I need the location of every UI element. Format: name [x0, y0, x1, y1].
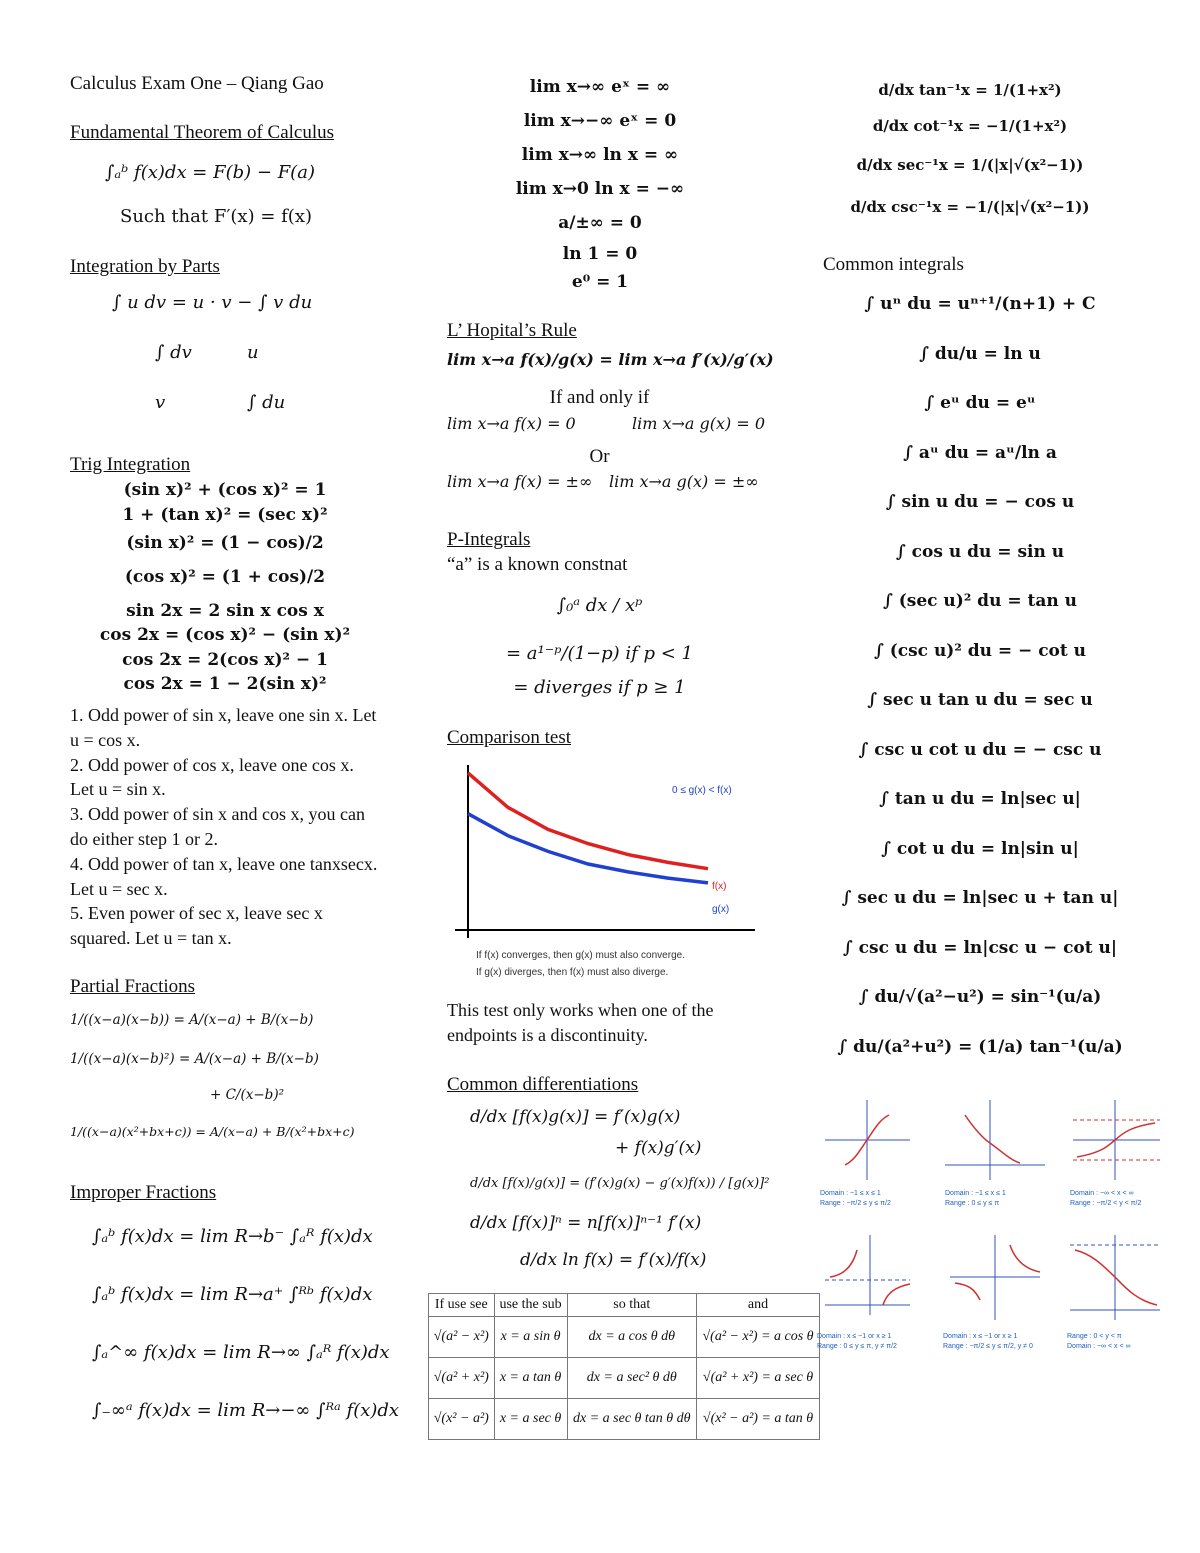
graph-domain: Domain : −∞ < x < ∞ — [1070, 1190, 1134, 1197]
trig-identities — [70, 480, 380, 698]
integrals-block — [830, 280, 1130, 1072]
limit-row: lim x→∞ ln x = ∞ — [521, 145, 679, 165]
diff-heading: Common differentiations — [447, 1074, 639, 1095]
graph-range: Range : −π/2 ≤ y ≤ π/2 — [820, 1200, 891, 1207]
comparison-heading: Comparison test — [447, 727, 572, 748]
integral-row: ∫ du/(a²+u²) = (1/a) tan⁻¹(u/a) — [837, 1036, 1123, 1057]
graph-curve — [883, 1284, 910, 1305]
lhopital-cond2b: lim x→a g(x) = ±∞ — [609, 472, 759, 491]
partial-heading: Partial Fractions — [70, 976, 196, 997]
partial-rows — [70, 1000, 400, 1152]
ftc-heading: Fundamental Theorem of Calculus — [70, 122, 335, 143]
substitution-cell: dx = a sec θ tan θ dθ — [567, 1399, 697, 1440]
trig-step: 4. Odd power of tan x, leave one tanxsecx. Let u = sec x. — [70, 853, 378, 899]
ibp-du: ∫ du — [247, 392, 286, 413]
substitution-row — [429, 1399, 820, 1440]
integral-row: ∫ sin u du = − cos u — [885, 492, 1075, 512]
comparison-note: This test only works when one of the endpoints is a discontinuity. — [447, 1000, 714, 1045]
invtrig-row: d/dx sec⁻¹x = 1/(|x|√(x²−1)) — [856, 156, 1084, 174]
limit-row: a/±∞ = 0 — [558, 213, 642, 233]
graph-curve — [830, 1250, 857, 1277]
arccsc-graph — [943, 1235, 1040, 1350]
graph-domain: Domain : −1 ≤ x ≤ 1 — [820, 1190, 881, 1197]
partial-row: 1/((x−a)(x−b)²) = A/(x−a) + B/(x−b) — [70, 1051, 319, 1067]
limit-row: lim x→−∞ eˣ = 0 — [523, 111, 677, 131]
trig-identity: (cos x)² = (1 + cos)/2 — [124, 566, 326, 587]
page-title: Calculus Exam One – Qiang Gao — [70, 73, 324, 94]
arcsin-graph — [820, 1100, 910, 1207]
integral-row: ∫ csc u cot u du = − csc u — [858, 739, 1102, 760]
lhopital-rule: lim x→a f(x)/g(x) = lim x→a f′(x)/g′(x) — [447, 350, 774, 369]
limit-row: e⁰ = 1 — [571, 272, 629, 292]
trig-heading: Trig Integration — [70, 454, 191, 475]
limit-row: lim x→0 ln x = −∞ — [515, 179, 685, 199]
invtrig-row: d/dx tan⁻¹x = 1/(1+x²) — [878, 81, 1062, 99]
invtrig-row: d/dx cot⁻¹x = −1/(1+x²) — [872, 117, 1068, 135]
diff-row: d/dx [f(x)/g(x)] = (f′(x)g(x) − g′(x)f(x)) / [g(x)]² — [470, 1176, 770, 1191]
graph-range: Range : −π/2 ≤ y ≤ π/2, y ≠ 0 — [943, 1343, 1033, 1350]
integral-row: ∫ uⁿ du = uⁿ⁺¹/(n+1) + C — [864, 294, 1096, 314]
substitution-cell: x = a sin θ — [494, 1317, 567, 1358]
substitution-header: use the sub — [494, 1294, 567, 1317]
ibp-heading: Integration by Parts — [70, 256, 220, 277]
integral-row: ∫ sec u du = ln|sec u + tan u| — [841, 888, 1119, 908]
improper-row: ∫ₐᵇ f(x)dx = lim R→b⁻ ∫ₐᴿ f(x)dx — [92, 1226, 373, 1247]
integral-row: ∫ aᵘ du = aᵘ/ln a — [903, 442, 1057, 463]
trig-step: 3. Odd power of sin x and cos x, you can do either step 1 or 2. — [70, 804, 365, 849]
g-label: g(x) — [712, 904, 730, 915]
substitution-cell: √(x² − a²) = a tan θ — [697, 1399, 820, 1440]
substitution-row — [429, 1358, 820, 1399]
integral-row: ∫ tan u du = ln|sec u| — [879, 789, 1081, 809]
pint-integral: ∫₀ᵃ dx / xᵖ — [556, 595, 643, 616]
comparison-caption-2: If g(x) diverges, then f(x) must also diverge. — [476, 967, 669, 978]
substitution-row — [429, 1317, 820, 1358]
graph-domain: Domain : −1 ≤ x ≤ 1 — [945, 1190, 1006, 1197]
ftc-formula: ∫ₐᵇ f(x)dx = F(b) − F(a) — [105, 162, 315, 183]
graph-curve — [1010, 1245, 1040, 1272]
graph-curve — [1075, 1250, 1157, 1305]
arccos-graph — [945, 1100, 1045, 1207]
lhopital-or: Or — [589, 446, 610, 467]
arcsec-graph — [817, 1235, 910, 1350]
integral-row: ∫ sec u tan u du = sec u — [867, 690, 1093, 710]
integral-row: ∫ csc u du = ln|csc u − cot u| — [842, 937, 1118, 958]
substitution-cell: √(x² − a²) — [429, 1399, 495, 1440]
pint-note: “a” is a known constnat — [447, 554, 628, 575]
limit-row: lim x→∞ eˣ = ∞ — [529, 77, 671, 97]
ibp-formula: ∫ u dv = u · v − ∫ v du — [112, 292, 313, 313]
diff-row: d/dx [f(x)]ⁿ = n[f(x)]ⁿ⁻¹ f′(x) — [470, 1213, 702, 1233]
trig-identity: (sin x)² + (cos x)² = 1 — [123, 480, 327, 500]
trig-identity: cos 2x = 1 − 2(sin x)² — [123, 673, 327, 694]
graph-domain: Domain : −∞ < x < ∞ — [1067, 1343, 1131, 1350]
trig-identity: cos 2x = 2(cos x)² − 1 — [122, 649, 328, 670]
partial-row: 1/((x−a)(x²+bx+c)) = A/(x−a) + B/(x²+bx+c) — [70, 1124, 355, 1139]
lhopital-iff: If and only if — [549, 387, 650, 408]
integrals-heading: Common integrals — [823, 254, 964, 275]
pint-result-1: = a¹⁻ᵖ/(1−p) if p < 1 — [506, 643, 693, 664]
trig-identity: sin 2x = 2 sin x cos x — [126, 600, 324, 621]
substitution-cell: x = a tan θ — [494, 1358, 567, 1399]
improper-row: ∫₋∞ᵃ f(x)dx = lim R→−∞ ∫ᴿᵃ f(x)dx — [92, 1400, 400, 1421]
integral-row: ∫ cos u du = sin u — [895, 541, 1065, 562]
improper-row: ∫ₐ^∞ f(x)dx = lim R→∞ ∫ₐᴿ f(x)dx — [92, 1342, 390, 1363]
integral-row: ∫ (sec u)² du = tan u — [882, 591, 1078, 611]
ibp-u: u — [247, 342, 259, 363]
substitution-header: so that — [567, 1294, 697, 1317]
graph-range: Range : 0 < y < π — [1067, 1333, 1122, 1340]
substitution-header: and — [697, 1294, 820, 1317]
trig-step: 1. Odd power of sin x, leave one sin x. Let u = cos x. — [70, 705, 377, 750]
substitution-header: If use see — [429, 1294, 495, 1317]
pint-heading: P-Integrals — [447, 529, 531, 550]
f-label: f(x) — [712, 881, 727, 892]
integral-row: ∫ cot u du = ln|sin u| — [881, 838, 1079, 859]
diff-row: d/dx [f(x)g(x)] = f′(x)g(x) — [470, 1107, 681, 1127]
improper-rows — [92, 1212, 399, 1444]
improper-row: ∫ₐᵇ f(x)dx = lim R→a⁺ ∫ᴿᵇ f(x)dx — [92, 1284, 373, 1305]
diff-rows — [470, 1100, 770, 1280]
comparison-caption-1: If f(x) converges, then g(x) must also converge. — [476, 950, 685, 961]
ftc-condition: Such that F′(x) = f(x) — [120, 206, 312, 227]
substitution-cell: √(a² + x²) — [429, 1358, 495, 1399]
comparison-legend: 0 ≤ g(x) < f(x) — [672, 785, 732, 796]
inverse-trig-graphs — [815, 1095, 1165, 1365]
arccot-graph — [1067, 1235, 1160, 1350]
graph-domain: Domain : x ≤ −1 or x ≥ 1 — [817, 1333, 892, 1340]
substitution-cell: dx = a cos θ dθ — [567, 1317, 697, 1358]
trig-step: 2. Odd power of cos x, leave one cos x. Let u = sin x. — [70, 754, 354, 800]
graph-curve — [955, 1283, 980, 1300]
partial-row: 1/((x−a)(x−b)) = A/(x−a) + B/(x−b) — [70, 1012, 314, 1028]
graph-range: Range : −π/2 < y < π/2 — [1070, 1200, 1142, 1207]
graph-range: Range : 0 ≤ y ≤ π, y ≠ π/2 — [817, 1343, 897, 1350]
graph-domain: Domain : x ≤ −1 or x ≥ 1 — [943, 1333, 1018, 1340]
g-curve — [468, 814, 708, 883]
invtrig-row: d/dx csc⁻¹x = −1/(|x|√(x²−1)) — [850, 198, 1090, 216]
integral-row: ∫ du/√(a²−u²) = sin⁻¹(u/a) — [858, 987, 1102, 1007]
integral-row: ∫ (csc u)² du = − cot u — [873, 640, 1087, 661]
pint-result-2: = diverges if p ≥ 1 — [513, 677, 686, 698]
diff-row: d/dx ln f(x) = f′(x)/f(x) — [520, 1250, 707, 1270]
trig-identity: (sin x)² = (1 − cos)/2 — [126, 532, 324, 553]
trig-identity: 1 + (tan x)² = (sec x)² — [122, 504, 328, 525]
trig-steps — [70, 703, 380, 951]
lhopital-heading: L’ Hopital’s Rule — [447, 320, 577, 341]
limits-block — [470, 70, 730, 296]
graph-range: Range : 0 ≤ y ≤ π — [945, 1200, 1000, 1207]
lhopital-cond2a: lim x→a f(x) = ±∞ — [447, 472, 593, 491]
invtrig-block — [850, 72, 1090, 228]
comparison-chart — [450, 760, 760, 985]
substitution-cell: √(a² + x²) = a sec θ — [697, 1358, 820, 1399]
lhopital-cond1b: lim x→a g(x) = 0 — [632, 414, 766, 433]
integral-row: ∫ eᵘ du = eᵘ — [924, 393, 1036, 413]
integral-row: ∫ du/u = ln u — [919, 343, 1041, 364]
substitution-cell: √(a² − x²) — [429, 1317, 495, 1358]
lhopital-cond1a: lim x→a f(x) = 0 — [447, 414, 576, 433]
partial-row: + C/(x−b)² — [210, 1087, 284, 1103]
trig-step: 5. Even power of sec x, leave sec x squared. Let u = tan x. — [70, 903, 323, 949]
improper-heading: Improper Fractions — [70, 1182, 217, 1203]
arctan-graph — [1070, 1100, 1160, 1207]
ibp-dv: ∫ dv — [155, 342, 192, 363]
substitution-cell: √(a² − x²) = a cos θ — [697, 1317, 820, 1358]
diff-row: + f(x)g′(x) — [615, 1138, 702, 1158]
substitution-cell: x = a sec θ — [494, 1399, 567, 1440]
limit-row: ln 1 = 0 — [562, 244, 638, 264]
substitution-table — [428, 1293, 820, 1440]
trig-identity: cos 2x = (cos x)² − (sin x)² — [99, 624, 351, 645]
substitution-cell: dx = a sec² θ dθ — [567, 1358, 697, 1399]
ibp-v: v — [155, 392, 166, 413]
graph-curve — [965, 1115, 1020, 1163]
substitution-header-row — [429, 1294, 820, 1317]
